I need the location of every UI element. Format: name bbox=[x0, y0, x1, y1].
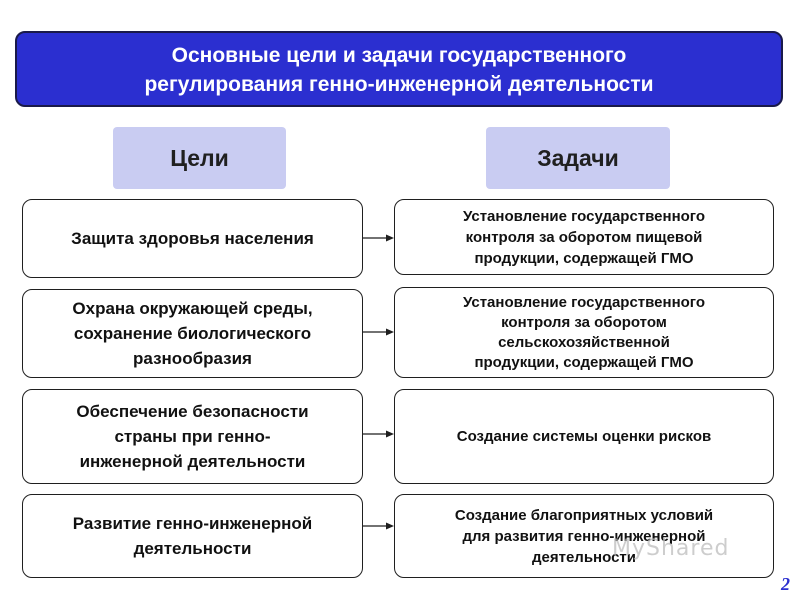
arrow-icon bbox=[363, 233, 394, 243]
goal-2-line-1: Охрана окружающей среды, bbox=[72, 299, 313, 318]
task-box-2 bbox=[394, 287, 774, 378]
task-2-line-4: продукции, содержащей ГМО bbox=[474, 353, 694, 371]
task-1-line-2: контроля за оборотом пищевой bbox=[465, 228, 703, 246]
task-4-line-3: деятельности bbox=[532, 548, 636, 566]
task-4-line-1: Создание благоприятных условий bbox=[454, 506, 714, 524]
goal-4-line-1: Развитие генно-инженерной bbox=[72, 514, 313, 533]
goal-3-line-1: Обеспечение безопасности bbox=[76, 402, 309, 421]
title-banner bbox=[15, 31, 783, 107]
page-number: 2 bbox=[781, 574, 790, 594]
goal-2-line-2: сохранение биологического bbox=[73, 324, 312, 343]
watermark: MyShared bbox=[612, 536, 730, 561]
tasks-header-label: Задачи bbox=[537, 144, 619, 171]
task-3-line-1: Создание системы оценки рисков bbox=[456, 428, 712, 445]
arrow-icon bbox=[363, 327, 394, 337]
task-4-line-2: для развития генно-инженерной bbox=[462, 527, 706, 545]
arrow-icon bbox=[363, 521, 394, 531]
goal-1-line-1: Защита здоровья населения bbox=[71, 229, 314, 248]
goal-4-line-2: деятельности bbox=[133, 539, 252, 558]
goal-3-line-3: инженерной деятельности bbox=[79, 452, 306, 471]
task-2-line-3: сельскохозяйственной bbox=[498, 333, 670, 351]
task-box-1 bbox=[394, 199, 774, 275]
goal-box-2 bbox=[22, 289, 363, 378]
goal-box-1 bbox=[22, 199, 363, 278]
task-1-line-3: продукции, содержащей ГМО bbox=[474, 249, 694, 267]
task-1-line-1: Установление государственного bbox=[462, 207, 706, 225]
arrow-icon bbox=[363, 429, 394, 439]
title-line-1: Основные цели и задачи государственного bbox=[171, 44, 627, 67]
goal-box-3 bbox=[22, 389, 363, 484]
task-2-line-2: контроля за оборотом bbox=[501, 313, 667, 331]
title-line-2: регулирования генно-инженерной деятельности bbox=[144, 73, 654, 96]
tasks-header bbox=[486, 127, 670, 189]
goal-box-4 bbox=[22, 494, 363, 578]
task-box-3 bbox=[394, 389, 774, 484]
goal-3-line-2: страны при генно- bbox=[114, 427, 271, 446]
task-2-line-1: Установление государственного bbox=[462, 293, 706, 311]
goals-header-label: Цели bbox=[170, 144, 229, 171]
goal-2-line-3: разнообразия bbox=[133, 349, 252, 368]
goals-header bbox=[113, 127, 286, 189]
